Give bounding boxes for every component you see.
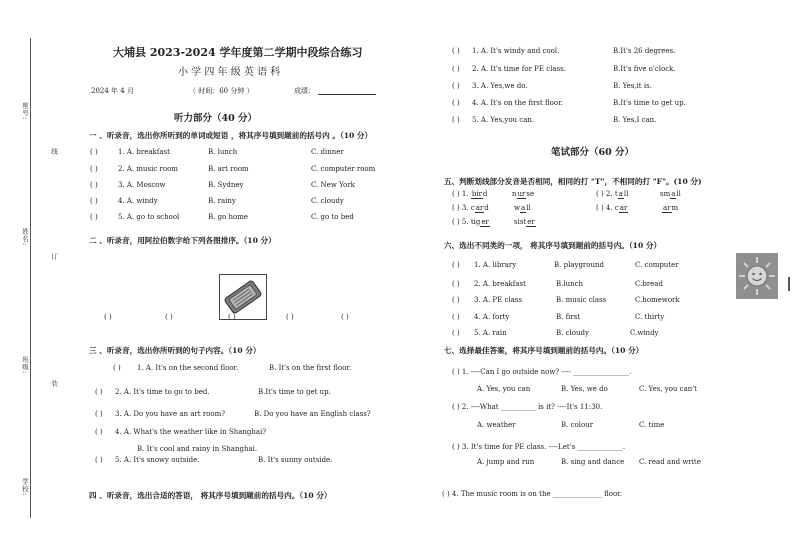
option-a: 4. A. forty <box>474 313 510 321</box>
word-2: sister <box>514 218 535 226</box>
option-c: C. computer <box>635 261 679 269</box>
option-a: 1. A. library <box>474 261 517 269</box>
list-item <box>452 280 663 288</box>
answer-blank[interactable]: ______________ <box>552 490 602 498</box>
option-b: B.It's five o'clock. <box>613 65 676 73</box>
list-item <box>452 47 676 55</box>
option-b: B.It's time to get up. <box>613 99 686 107</box>
word-1: bird <box>471 190 488 198</box>
bind-mark-line: 线 <box>50 148 58 156</box>
list-item <box>452 329 659 337</box>
list-item <box>596 190 681 198</box>
answer-paren[interactable]: ( ) <box>113 364 121 372</box>
bind-mark-staple: 订 <box>50 253 58 261</box>
q2-option-b: B. colour <box>561 421 594 429</box>
option-b: B. cloudy <box>556 329 589 337</box>
answer-paren[interactable]: ( ) <box>90 165 98 173</box>
underlined-part: a <box>671 190 676 198</box>
word-1: card <box>470 204 489 212</box>
list-item <box>452 218 535 226</box>
answer-paren[interactable]: ( ) <box>90 197 98 205</box>
answer-paren[interactable]: ( ) <box>95 456 103 464</box>
score-label: 成绩： <box>294 87 315 95</box>
answer-blank[interactable]: _____________ <box>577 443 623 451</box>
word-1: tiger <box>470 218 489 226</box>
option-b: B. music class <box>556 296 607 304</box>
section2-heading: 二 、听录音，用阿拉伯数字给下列各图排序。（10 分） <box>89 236 276 245</box>
question-3: ( ) 3. It's time for PE class. ----Let's _____________. <box>452 443 626 451</box>
option-b: B.It's 26 degrees. <box>613 47 676 55</box>
option-b: B. It's cool and rainy in Shanghai. <box>137 445 258 453</box>
list-item <box>452 313 665 321</box>
question-text: 2. ----What <box>461 403 499 411</box>
underlined-part: bir <box>471 190 482 198</box>
list-item <box>113 364 352 372</box>
picture-order-paren[interactable]: ( ) <box>165 313 173 321</box>
list-item <box>90 197 344 205</box>
option-b: B. go home <box>208 213 249 221</box>
option-a: 1. A. breakfast <box>118 148 170 156</box>
option-a: 2. A. It's time for PE class. <box>472 65 566 73</box>
score-blank <box>318 94 376 95</box>
answer-paren[interactable]: ( ) <box>95 428 103 436</box>
option-a: 2. A. It's time to go to bed. <box>115 388 210 396</box>
answer-paren[interactable]: ( ) <box>452 204 460 212</box>
question-1: ( ) 1. ----Can I go outside now? ---- ________________. <box>452 368 632 376</box>
answer-paren[interactable]: ( ) <box>596 204 604 212</box>
option-a: 5. A. It's snowy outside. <box>115 456 200 464</box>
word-1: tall <box>614 190 629 198</box>
answer-paren[interactable]: ( ) <box>452 443 460 451</box>
option-b: B. art room <box>208 165 249 173</box>
word-2: arm <box>663 204 679 212</box>
option-a: 4. A. windy <box>118 197 158 205</box>
section7-heading: 七、选择最佳答案，将其序号填到题前的括号内。（10 分） <box>444 346 644 355</box>
option-a: 5. A. go to school <box>118 213 180 221</box>
list-item <box>596 204 679 212</box>
answer-paren[interactable]: ( ) <box>95 388 103 396</box>
list-item <box>90 181 355 189</box>
answer-blank[interactable]: __________ <box>500 403 536 411</box>
answer-paren[interactable]: ( ) <box>452 190 460 198</box>
question-4: ( ) 4. The music room is on the ______________ floor. <box>442 490 622 498</box>
exam-time: （ 时间：60 分钟 ） <box>189 87 254 95</box>
option-b: B. first <box>556 313 581 321</box>
answer-paren[interactable]: ( ) <box>452 99 460 107</box>
item-number: 2. <box>605 190 613 198</box>
option-c: C.homework <box>635 296 680 304</box>
option-a: 3. A. PE class <box>474 296 522 304</box>
binding-line <box>30 38 31 518</box>
name-label: 姓名: <box>21 228 29 247</box>
option-b: B. Do you have an English class? <box>254 410 371 418</box>
answer-paren[interactable]: ( ) <box>95 410 103 418</box>
answer-paren[interactable]: ( ) <box>452 82 460 90</box>
option-b: B. It's on the first floor. <box>269 364 352 372</box>
q1-option-b: B. Yes, we do <box>561 385 608 393</box>
answer-paren[interactable]: ( ) <box>452 116 460 124</box>
answer-paren[interactable]: ( ) <box>452 261 460 269</box>
list-item <box>95 410 371 418</box>
question-text: 1. ----Can I go outside now? ---- <box>461 368 571 376</box>
list-item <box>95 388 331 396</box>
option-b: B. Yes,I can. <box>613 116 657 124</box>
answer-paren[interactable]: ( ) <box>452 296 460 304</box>
underlined-part: ar <box>619 204 628 212</box>
option-b: B. lunch <box>208 148 238 156</box>
section6-heading: 六、选出不同类的一项， 将其序号填到题前的括号内。（10 分） <box>444 241 662 250</box>
option-b: B. playground <box>554 261 604 269</box>
answer-paren[interactable]: ( ) <box>442 490 450 498</box>
section1-heading: 一 、听录音，选出你所听到的单词或短语 ，将其序号填到题前的括号内 。（10 分） <box>89 131 373 140</box>
picture-order-paren[interactable]: ( ) <box>286 313 294 321</box>
answer-paren[interactable]: ( ) <box>452 218 460 226</box>
answer-paren[interactable]: ( ) <box>90 181 98 189</box>
q3-option-a: A. jump and run <box>477 458 535 466</box>
q3-option-b: B. sing and dance <box>561 458 625 466</box>
option-a: 2. A. breakfast <box>474 280 526 288</box>
option-c: C. dinner <box>311 148 344 156</box>
seat-label: 座号: <box>21 102 29 121</box>
bind-mark-bind: 装 <box>50 380 58 388</box>
section3-heading: 三 、听录音，选出你所听到的句子内容。（10 分） <box>89 346 261 355</box>
answer-paren[interactable]: ( ) <box>452 47 460 55</box>
option-b: B.lunch <box>556 280 584 288</box>
option-c: C. thirty <box>635 313 665 321</box>
option-a: 4. A. What's the weather like in Shanghai? <box>115 428 267 436</box>
option-c: C. New York <box>311 181 355 189</box>
sun-icon <box>736 253 778 299</box>
list-item <box>452 190 535 198</box>
underlined-part: er <box>527 218 535 226</box>
answer-paren[interactable]: ( ) <box>452 280 460 288</box>
item-number: 5. <box>461 218 469 226</box>
list-item <box>452 204 531 212</box>
option-a: 3. A. Moscow <box>118 181 166 189</box>
answer-paren[interactable]: ( ) <box>452 368 460 376</box>
written-title: 笔试部分（60 分） <box>551 147 635 158</box>
picture-order-paren[interactable]: ( ) <box>228 313 236 321</box>
q2-option-c: C. time <box>639 421 665 429</box>
option-c: C. go to bed <box>311 213 354 221</box>
list-item <box>452 296 680 304</box>
answer-paren[interactable]: ( ) <box>90 213 98 221</box>
option-b: B. rainy <box>208 197 236 205</box>
list-item <box>452 261 679 269</box>
q1-option-a: A. Yes, you can <box>477 385 531 393</box>
option-c: C. computer room <box>311 165 376 173</box>
answer-blank[interactable]: ________________ <box>573 368 630 376</box>
list-item <box>95 428 267 453</box>
word-2: nurse <box>512 190 535 198</box>
picture-order-paren[interactable]: ( ) <box>341 313 349 321</box>
list-item <box>90 165 376 173</box>
edge-marker <box>788 277 790 291</box>
question-text: 3. It's time for PE class. ----Let's <box>461 443 576 451</box>
option-a: 1. A. It's windy and cool. <box>472 47 560 55</box>
word-2: small <box>660 190 681 198</box>
battery-picture <box>219 274 267 320</box>
question-text: 4. The music room is on the <box>451 490 551 498</box>
item-number: 1. <box>461 190 469 198</box>
item-number: 4. <box>605 204 613 212</box>
option-a: 1. A. It's on the second floor. <box>137 364 239 372</box>
option-a: 3. A. Do you have an art room? <box>115 410 225 418</box>
option-c: C. cloudy <box>311 197 344 205</box>
q3-option-c: C. read and write <box>639 458 701 466</box>
list-item <box>95 456 333 464</box>
underlined-part: er <box>481 218 489 226</box>
sun-picture <box>736 253 778 299</box>
option-b: B. Yes,it is. <box>613 82 652 90</box>
q1-option-c: C. Yes, you can't <box>639 385 697 393</box>
underlined-part: a <box>521 204 526 212</box>
word-2: wall <box>514 204 531 212</box>
option-c: C.windy <box>630 329 659 337</box>
answer-paren[interactable]: ( ) <box>596 190 604 198</box>
section4-heading: 四 、听录音，选出合适的答语， 将其序号填到题前的括号内。（10 分） <box>89 491 332 500</box>
answer-paren[interactable]: ( ) <box>90 148 98 156</box>
question-2: ( ) 2. ----What __________ is it? ----It's 11:30. <box>452 403 603 411</box>
list-item <box>452 65 676 73</box>
option-c: C.bread <box>635 280 663 288</box>
underlined-part: ar <box>475 204 484 212</box>
underlined-part: ur <box>517 190 526 198</box>
battery-icon <box>220 275 266 319</box>
answer-paren[interactable]: ( ) <box>452 313 460 321</box>
answer-paren[interactable]: ( ) <box>452 65 460 73</box>
underlined-part: a <box>618 190 623 198</box>
item-number: 3. <box>461 204 469 212</box>
listening-title: 听力部分（40 分） <box>174 113 258 124</box>
option-a: 4. A. It's on the first floor. <box>472 99 563 107</box>
option-b: B. Sydney <box>208 181 244 189</box>
q2-option-a: A. weather <box>477 421 516 429</box>
list-item <box>90 148 344 156</box>
list-item <box>90 213 354 221</box>
option-b: B. It's sunny outside. <box>258 456 333 464</box>
word-1: car <box>614 204 628 212</box>
list-item <box>452 99 686 107</box>
answer-paren[interactable]: ( ) <box>452 329 460 337</box>
school-label: 学校: <box>21 478 29 497</box>
exam-date: 2024 年 4 月 <box>91 87 134 95</box>
exam-subtitle: 小 学 四 年 级 英 语 科 <box>178 67 281 78</box>
class-label: 班级: <box>21 356 29 375</box>
option-a: 5. A. rain <box>474 329 507 337</box>
section5-heading: 五、判断划线部分发音是否相同，相同的打 "T"，不相同的打 "F"。(10 分) <box>444 177 702 186</box>
list-item <box>452 82 652 90</box>
option-b: B.It's time to get up. <box>258 388 331 396</box>
list-item <box>452 116 657 124</box>
option-a: 2. A. music room <box>118 165 178 173</box>
picture-order-paren[interactable]: ( ) <box>104 313 112 321</box>
answer-paren[interactable]: ( ) <box>452 403 460 411</box>
underlined-part: ar <box>663 204 671 212</box>
option-a: 5. A. Yes,you can. <box>472 116 535 124</box>
option-a: 3. A. Yes,we do. <box>472 82 528 90</box>
exam-title: 大埔县 2023-2024 学年度第二学期中段综合练习 <box>113 46 363 59</box>
